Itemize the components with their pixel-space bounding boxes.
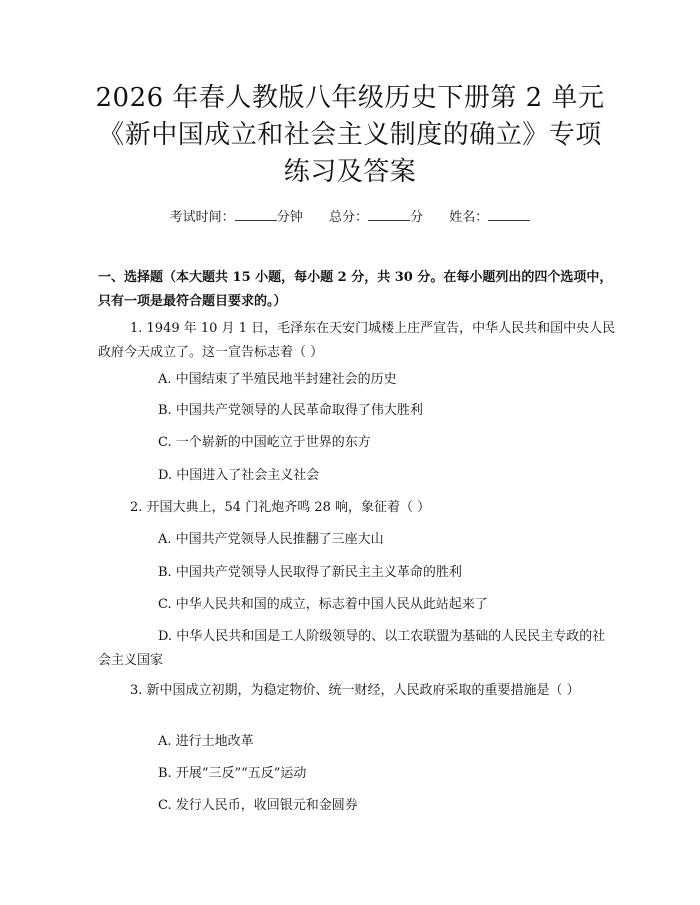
section-heading: 一、选择题（本大题共 15 小题，每小题 2 分，共 30 分。在每小题列出的四个选项中，只有一项是最符合题目要求的。）: [98, 270, 613, 309]
title-line-1: 2026 年春人教版八年级历史下册第 2 单元: [95, 83, 605, 113]
score-label: 总分：: [328, 210, 368, 225]
question-3-option-b: B. 开展“三反”“五反”运动: [158, 766, 307, 781]
question-2-option-b: B. 中国共产党领导人民取得了新民主主义革命的胜利: [158, 565, 462, 580]
name-label: 姓名：: [449, 210, 489, 225]
title-line-2: 《新中国成立和社会主义制度的确立》专项: [98, 120, 602, 150]
question-1-option-b: B. 中国共产党领导的人民革命取得了伟大胜利: [158, 403, 423, 418]
question-1-stem: 1. 1949 年 10 月 1 日，毛泽东在天安门城楼上庄严宣告，中华人民共和国中央人民政府今天成立了。这一宣告标志着（ ）: [98, 321, 616, 360]
time-label: 考试时间：: [169, 210, 235, 225]
question-1-option-c: C. 一个崭新的中国屹立于世界的东方: [158, 435, 371, 450]
question-1-option-a: A. 中国结束了半殖民地半封建社会的历史: [158, 372, 397, 387]
score-blank: [368, 209, 410, 221]
question-2-option-d: D. 中华人民共和国是工人阶级领导的、以工农联盟为基础的人民民主专政的社会主义国家: [98, 629, 606, 668]
question-3-option-c: C. 发行人民币，收回银元和金圆券: [158, 798, 358, 813]
time-blank: [235, 209, 277, 221]
question-2-option-a: A. 中国共产党领导人民推翻了三座大山: [158, 532, 384, 547]
document-title: [60, 80, 640, 191]
name-blank: [488, 209, 530, 221]
question-2-option-c: C. 中华人民共和国的成立，标志着中国人民从此站起来了: [158, 597, 488, 612]
question-2-stem: 2. 开国大典上，54 门礼炮齐鸣 28 响，象征着（ ）: [130, 500, 431, 515]
question-1-option-d: D. 中国进入了社会主义社会: [158, 468, 320, 483]
time-unit: 分钟: [276, 210, 303, 225]
exam-meta-line: [0, 206, 700, 225]
score-unit: 分: [410, 210, 424, 225]
question-3-stem: 3. 新中国成立初期，为稳定物价、统一财经，人民政府采取的重要措施是（ ）: [130, 683, 580, 698]
title-line-3: 练习及答案: [283, 157, 417, 187]
question-3-option-a: A. 进行土地改革: [158, 734, 254, 749]
